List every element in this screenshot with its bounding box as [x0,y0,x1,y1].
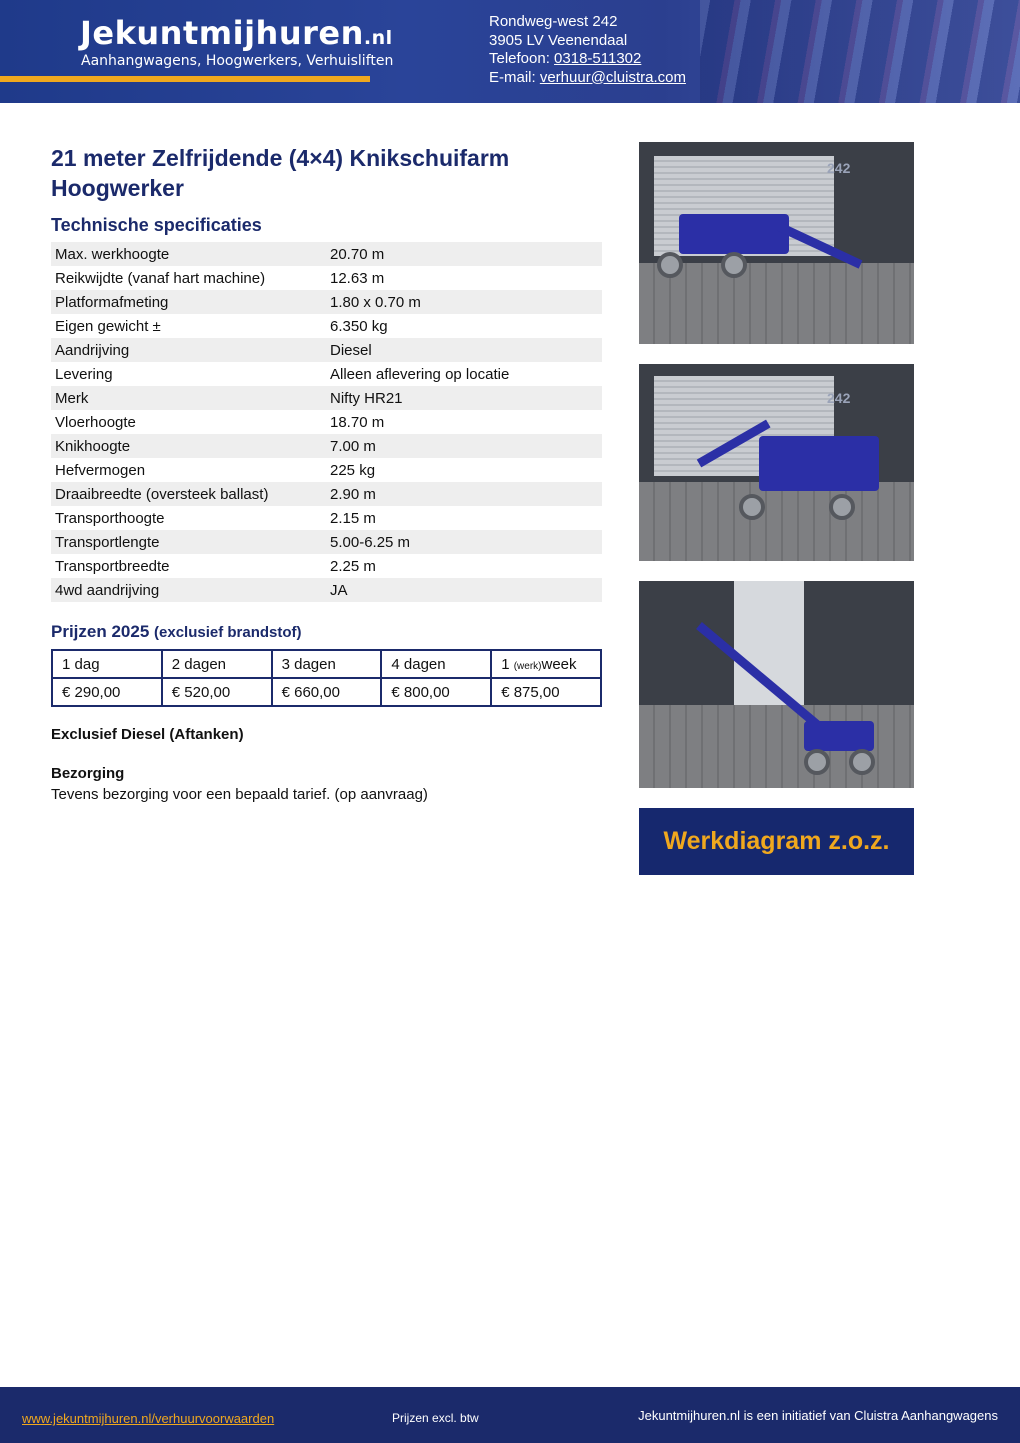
spec-row [51,290,602,314]
specs-heading: Technische specificaties [51,215,262,235]
prices-value-row [52,678,601,706]
spec-value: 6.350 kg [330,317,388,335]
price-value: € 520,00 [162,678,272,706]
spec-value: 5.00-6.25 m [326,530,602,554]
spec-row [51,482,602,506]
spec-value: 12.63 m [330,269,385,287]
page-title: 21 meter Zelfrijdende (4×4) Knikschuifarm Hoogwerker [51,145,510,201]
spec-value: JA [326,578,602,602]
price-col-4: 4 dagen [381,650,491,678]
spec-value: 2.25 m [330,557,376,575]
spec-value: Diesel [326,338,602,362]
spec-value: 225 kg [330,461,376,479]
spec-row [51,458,602,482]
spec-value: 1.80 x 0.70 m [326,290,602,314]
spec-row [51,434,602,458]
prices-excl-note: Prijzen excl. btw [392,1411,479,1425]
spec-row [51,530,602,554]
prices-table [51,649,602,707]
exclusief-note: Exclusief Diesel (Aftanken) [51,726,244,743]
spec-row [51,362,602,386]
price-col-2: 2 dagen [162,650,272,678]
machine-photo-3 [639,581,914,788]
prices-heading: Prijzen 2025 (exclusief brandstof) [51,622,302,641]
spec-value: 2.90 m [326,482,602,506]
email-link[interactable]: verhuur@cluistra.com [539,68,686,86]
price-col-week: 1 (werk)week [491,650,601,678]
spec-label: Max. werkhoogte [51,242,326,266]
spec-row [51,338,602,362]
voorwaarden-link[interactable]: www.jekuntmijhuren.nl/verhuurvoorwaarden [22,1411,275,1426]
spec-label: Hefvermogen [55,461,146,479]
spec-value: Alleen aflevering op locatie [330,365,510,383]
logo[interactable]: Jekuntmijhuren.nl [80,14,393,52]
spec-value: 20.70 m [326,242,602,266]
price-value: € 800,00 [381,678,491,706]
page-header [0,0,1020,103]
email-line: E-mail: verhuur@cluistra.com [489,68,686,86]
spec-value: Nifty HR21 [326,386,602,410]
spec-row [51,554,602,578]
spec-label: 4wd aandrijving [51,578,326,602]
spec-label: Eigen gewicht ± [55,317,161,335]
spec-label: Draaibreedte (oversteek ballast) [51,482,326,506]
machine-photo-1: 242 [639,142,914,344]
address-line-2: 3905 LV Veenendaal [489,31,628,49]
spec-value: 18.70 m [330,413,385,431]
spec-value: 2.15 m [330,509,376,527]
spec-label: Reikwijdte (vanaf hart machine) [55,269,266,287]
price-value: € 290,00 [52,678,162,706]
specs-table [51,242,602,602]
prices-header-row [52,650,601,678]
spec-row [51,314,602,338]
spec-label: Vloerhoogte [55,413,136,431]
spec-label: Aandrijving [51,338,326,362]
price-value: € 660,00 [272,678,382,706]
spec-label: Transportlengte [51,530,326,554]
spec-row [51,506,602,530]
spec-label: Transportbreedte [55,557,170,575]
spec-label: Levering [55,365,113,383]
machine-photo-2: 242 [639,364,914,561]
spec-label: Knikhoogte [51,434,326,458]
logo-tagline: Aanhangwagens, Hoogwerkers, Verhuisliften [81,53,394,69]
spec-label: Platformafmeting [51,290,326,314]
spec-row [51,410,602,434]
contact-block [489,13,686,87]
bezorging-heading: Bezorging [51,765,125,782]
address-line-1: Rondweg-west 242 [489,13,618,30]
logo-underline [0,76,370,82]
header-photo-background [700,0,1020,103]
bezorging-text: Tevens bezorging voor een bepaald tarief. (op aanvraag) [51,786,428,803]
price-col-1: 1 dag [52,650,162,678]
spec-row [51,386,602,410]
spec-row [51,578,602,602]
spec-row [51,242,602,266]
initiative-note: Jekuntmijhuren.nl is een initiatief van Cluistra Aanhangwagens [638,1408,998,1423]
phone-line: Telefoon: 0318-511302 [489,50,642,67]
price-col-3: 3 dagen [272,650,382,678]
spec-value: 7.00 m [326,434,602,458]
phone-link[interactable]: 0318-511302 [554,50,642,67]
page-footer [0,1387,1020,1443]
spec-label: Merk [51,386,326,410]
werkdiagram-banner[interactable]: Werkdiagram z.o.z. [639,808,914,875]
price-value: € 875,00 [491,678,601,706]
spec-label: Transporthoogte [55,509,165,527]
spec-row [51,266,602,290]
